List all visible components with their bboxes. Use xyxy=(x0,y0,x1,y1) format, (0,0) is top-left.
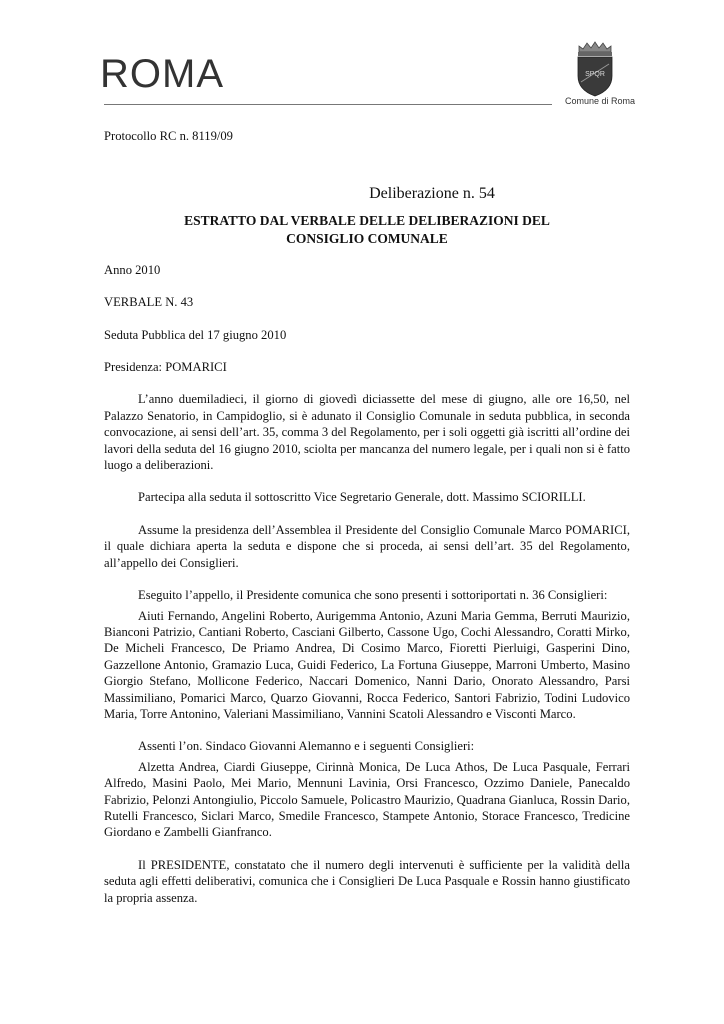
roma-logo: ROMA xyxy=(100,52,224,96)
svg-text:SPQR: SPQR xyxy=(585,71,605,78)
presidenza: Presidenza: POMARICI xyxy=(104,360,227,375)
estratto-title-line2: CONSIGLIO COMUNALE xyxy=(286,230,448,246)
list-presenti: Aiuti Fernando, Angelini Roberto, Aurigemma Antonio, Azuni Maria Gemma, Berruti Maurizio, Bianconi Patrizio, Cantiani Roberto, Casciani Gilberto, Cassone Ugo, Cochi Alessandro, Coratti Mirko, De Micheli Francesco, De Priamo Andrea, Di Cosimo Marco, Fioretti Pierluigi, Gasperini Dino, Gazzellone Antonio, Gramazio Luca, Guidi Federico, La Fortuna Giuseppe, Marroni Umberto, Masino Giorgio Stefano, Mollicone Federico, Naccari Domenico, Nanni Dario, Onorato Alessandro, Parsi Massimiliano, Pomarici Marco, Quarzo Giovanni, Rocca Federico, Santori Fabrizio, Todini Ludovico Maria, Torre Antonino, Valeriani Massimiliano, Vannini Scatoli Alessandro e Visconti Marco. xyxy=(104,608,630,721)
comune-di-roma-label: Comune di Roma xyxy=(564,96,636,106)
anno: Anno 2010 xyxy=(104,262,161,277)
paragraph-assenti: Assenti l’on. Sindaco Giovanni Alemanno e i seguenti Consiglieri: xyxy=(138,739,475,754)
protocollo: Protocollo RC n. 8119/09 xyxy=(104,129,233,143)
roma-crest-icon xyxy=(570,40,620,98)
paragraph-segretario: Partecipa alla seduta il sottoscritto Vice Segretario Generale, dott. Massimo SCIORILLI. xyxy=(138,490,586,505)
list-assenti: Alzetta Andrea, Ciardi Giuseppe, Cirinnà Monica, De Luca Athos, De Luca Pasquale, Ferrari Alfredo, Masini Paolo, Mei Mario, Mennuni Lavinia, Orsi Francesco, Ozzimo Daniele, Panecaldo Fabrizio, Pelonzi Antongiulio, Piccolo Samuele, Policastro Maurizio, Quadrana Gianluca, Rossin Dario, Rutelli Francesco, Siclari Marco, Smedile Francesco, Stampete Antonio, Storace Francesco, Tredicine Giordano e Zambelli Gianfranco. xyxy=(104,759,630,840)
paragraph-opening: L’anno duemiladieci, il giorno di giovedì diciassette del mese di giugno, alle ore 16,50, nel Palazzo Senatorio, in Campidoglio, si è adunato il Consiglio Comunale in seduta pubblica, in seconda convocazione, ai sensi dell’art. 35, comma 3 del Regolamento, per i soli oggetti già iscritti all’ordine dei lavori della seduta del 16 giugno 2010, sciolta per mancanza del numero legale, per i quali non si è fatto luogo a deliberazioni. xyxy=(104,392,630,473)
paragraph-presidenza: Assume la presidenza dell’Assemblea il Presidente del Consiglio Comunale Marco POMARICI, il quale dichiara aperta la seduta e dispone che si proceda, ai sensi dell’art. 35 del Regolamento, all’appello dei Consiglieri. xyxy=(104,522,630,570)
paragraph-validita: Il PRESIDENTE, constatato che il numero degli intervenuti è sufficiente per la validità della seduta agli effetti deliberativi, comunica che i Consiglieri De Luca Pasquale e Rossin hanno giustificato la propria assenza. xyxy=(104,857,630,905)
paragraph-appello: Eseguito l’appello, il Presidente comunica che sono presenti i sottoriportati n. 36 Consiglieri: xyxy=(138,588,608,603)
estratto-title-line1: ESTRATTO DAL VERBALE DELLE DELIBERAZIONI DEL xyxy=(184,212,550,228)
seduta: Seduta Pubblica del 17 giugno 2010 xyxy=(104,327,287,342)
estratto-title xyxy=(104,212,630,248)
verbale: VERBALE N. 43 xyxy=(104,295,194,310)
document-body xyxy=(104,128,630,922)
header-rule xyxy=(104,104,552,105)
deliberazione-number: Deliberazione n. 54 xyxy=(369,185,495,203)
